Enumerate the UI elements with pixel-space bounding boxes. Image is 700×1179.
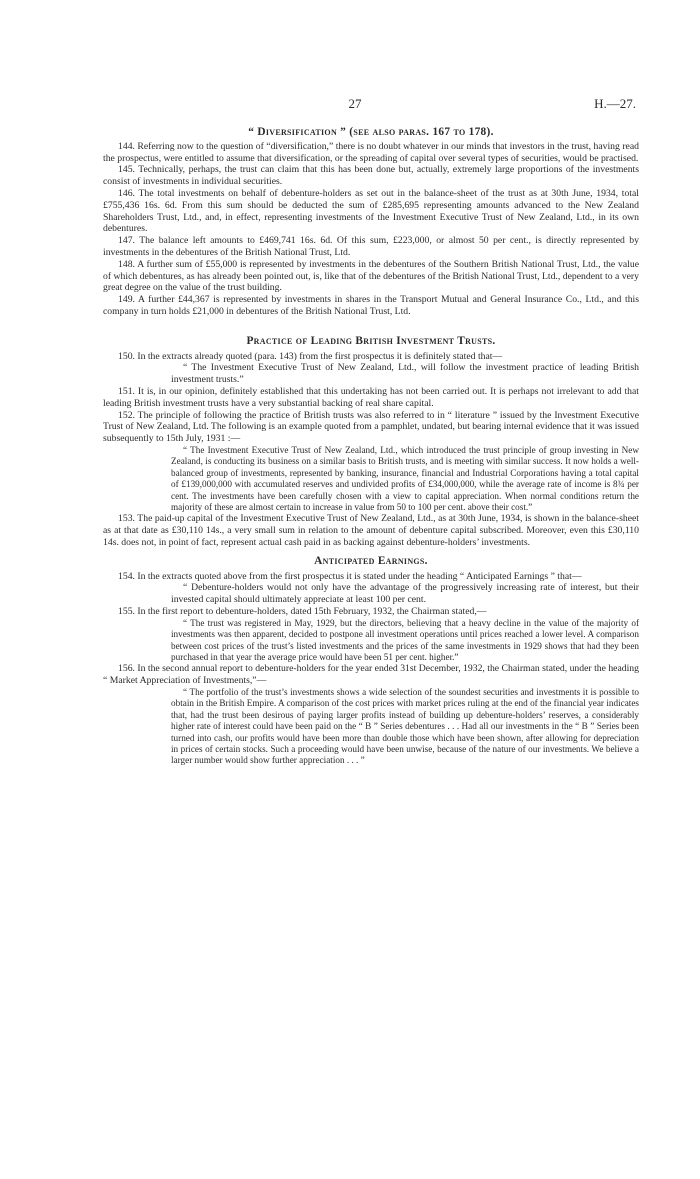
paragraph-154: 154. In the extracts quoted above from the first prospectus it is stated under the heading “ Anticipated Earnings ” that—	[118, 570, 582, 582]
paragraph-145: 145. Technically, perhaps, the trust can claim that this has been done but, actually, extremely large proportions of the investments consist of investments in individual securities.	[103, 164, 639, 188]
paragraph-147: 147. The balance left amounts to £469,741 16s. 6d. Of this sum, £223,000, or almost 50 per cent., is directly represented by investments in the debentures of the British National Trust, Ltd.	[103, 235, 639, 258]
section-heading-practice: Practice of Leading British Investment Trusts.	[246, 334, 496, 347]
section-heading-diversification: “ Diversification ” (see also paras. 167 to 178).	[248, 126, 494, 138]
paragraph-155: 155. In the first report to debenture-holders, dated 15th February, 1932, the Chairman stated,—	[118, 605, 487, 617]
page-number: 27	[348, 96, 362, 111]
quote-155: “ The trust was registered in May, 1929, but the directors, believing that a heavy decline in the value of the majority of investments was then apparent, decided to postpone all investment operations until prices reached a lower level. A comparison between cost prices of the trust’s listed investments and the prices of the same investments in 1929 shows that had they been purchased in that year the average price would have been 51 per cent. higher.”	[171, 617, 639, 662]
paragraph-152: 152. The principle of following the practice of British trusts was also referred to in “ literature ” issued by the Investment Executive Trust of New Zealand, Ltd. The following is an example quoted from a pamphlet, undated, but bearing internal evidence that it was issued subsequently to 15th July, 1931 :—	[103, 409, 639, 445]
paragraph-153: 153. The paid-up capital of the Investment Executive Trust of New Zealand, Ltd., as at 30th June, 1934, is shown in the balance-sheet as at that date as £30,110 14s., a very small sum in relation to the amount of debenture capital subscribed. Moreover, even this £30,110 14s. does not, in point of fact, represent actual cash paid in as backing against debenture-holders’ investments.	[103, 513, 639, 548]
section-heading-anticipated-earnings: Anticipated Earnings.	[314, 554, 428, 567]
quote-154: “ Debenture-holders would not only have the advantage of the progressively increasing rate of interest, but their invested capital should ultimately appreciate at least 100 per cent.	[171, 582, 639, 606]
paragraph-156: 156. In the second annual report to debenture-holders for the year ended 31st December, 1932, the Chairman stated, under the heading “ Market Appreciation of Investments,”—	[103, 663, 639, 687]
paragraph-151: 151. It is, in our opinion, definitely established that this undertaking has not been carried out. It is perhaps not irrelevant to add that leading British investment trusts have a very substantial backing of real share capital.	[103, 385, 639, 409]
page-reference: H.—27.	[594, 96, 636, 111]
quote-150: “ The Investment Executive Trust of New Zealand, Ltd., will follow the investment practice of leading British investment trusts.”	[171, 362, 639, 386]
paragraph-150: 150. In the extracts already quoted (para. 143) from the first prospectus it is definitely stated that—	[118, 350, 503, 362]
paragraph-144: 144. Referring now to the question of “diversification,” there is no doubt whatever in our minds that investors in the trust, having read the prospectus, were entitled to assume that diversification, or the spreading of capital over several types of securities, would be practised.	[103, 140, 639, 164]
body-text	[103, 127, 639, 767]
paragraph-149: 149. A further £44,367 is represented by investments in shares in the Transport Mutual and General Insurance Co., Ltd., and this company in turn holds £21,000 in debentures of the British National Trust, Ltd.	[103, 294, 639, 317]
quote-156: “ The portfolio of the trust’s investments shows a wide selection of the soundest securities and investments it is possible to obtain in the British Empire. A comparison of the cost prices with market prices ruling at the end of the financial year indicates that, had the trust been desirous of paying larger profits instead of building up debenture-holders’ reserves, a considerably higher rate of interest could have been paid on the “ B ” Series debentures . . . Had all our investments in the “ B ” Series been turned into cash, our profits would have been more than double those which have been shown, after allowing for depreciation in prices of certain stocks. Such a proceeding would have been unwise, because of the nature of our investments. We believe a larger number would show further appreciation . . . ”	[171, 686, 639, 766]
paragraph-146: 146. The total investments on behalf of debenture-holders as set out in the balance-sheet of the trust as at 30th June, 1934, total £755,436 16s. 6d. From this sum should be deducted the sum of £285,695 representing amounts advanced to the New Zealand Shareholders Trust, Ltd., and, in effect, representing investments of the Investment Executive Trust of New Zealand, Ltd., in its own debentures.	[103, 187, 639, 235]
paragraph-148: 148. A further sum of £55,000 is represented by investments in the debentures of the Southern British National Trust, Ltd., the value of which debentures, as has already been pointed out, is, like that of the debentures of the British National Trust, Ltd., dependent to a very great degree on the value of the trust building.	[103, 258, 639, 294]
quote-152: “ The Investment Executive Trust of New Zealand, Ltd., which introduced the trust principle of group investing in New Zealand, is conducting its business on a similar basis to British trusts, and is meeting with similar success. It now holds a well-balanced group of investments, represented by banking, insurance, financial and Industrial Corporations having a total capital of £139,000,000 with accumulated reserves and undivided profits of £34,000,000, while the average rate of income is 8¾ per cent. The investments have been carefully chosen with a view to capital appreciation. When normal conditions return the majority of these are almost certain to increase in value from 50 to 100 per cent. above their cost.”	[171, 444, 639, 512]
